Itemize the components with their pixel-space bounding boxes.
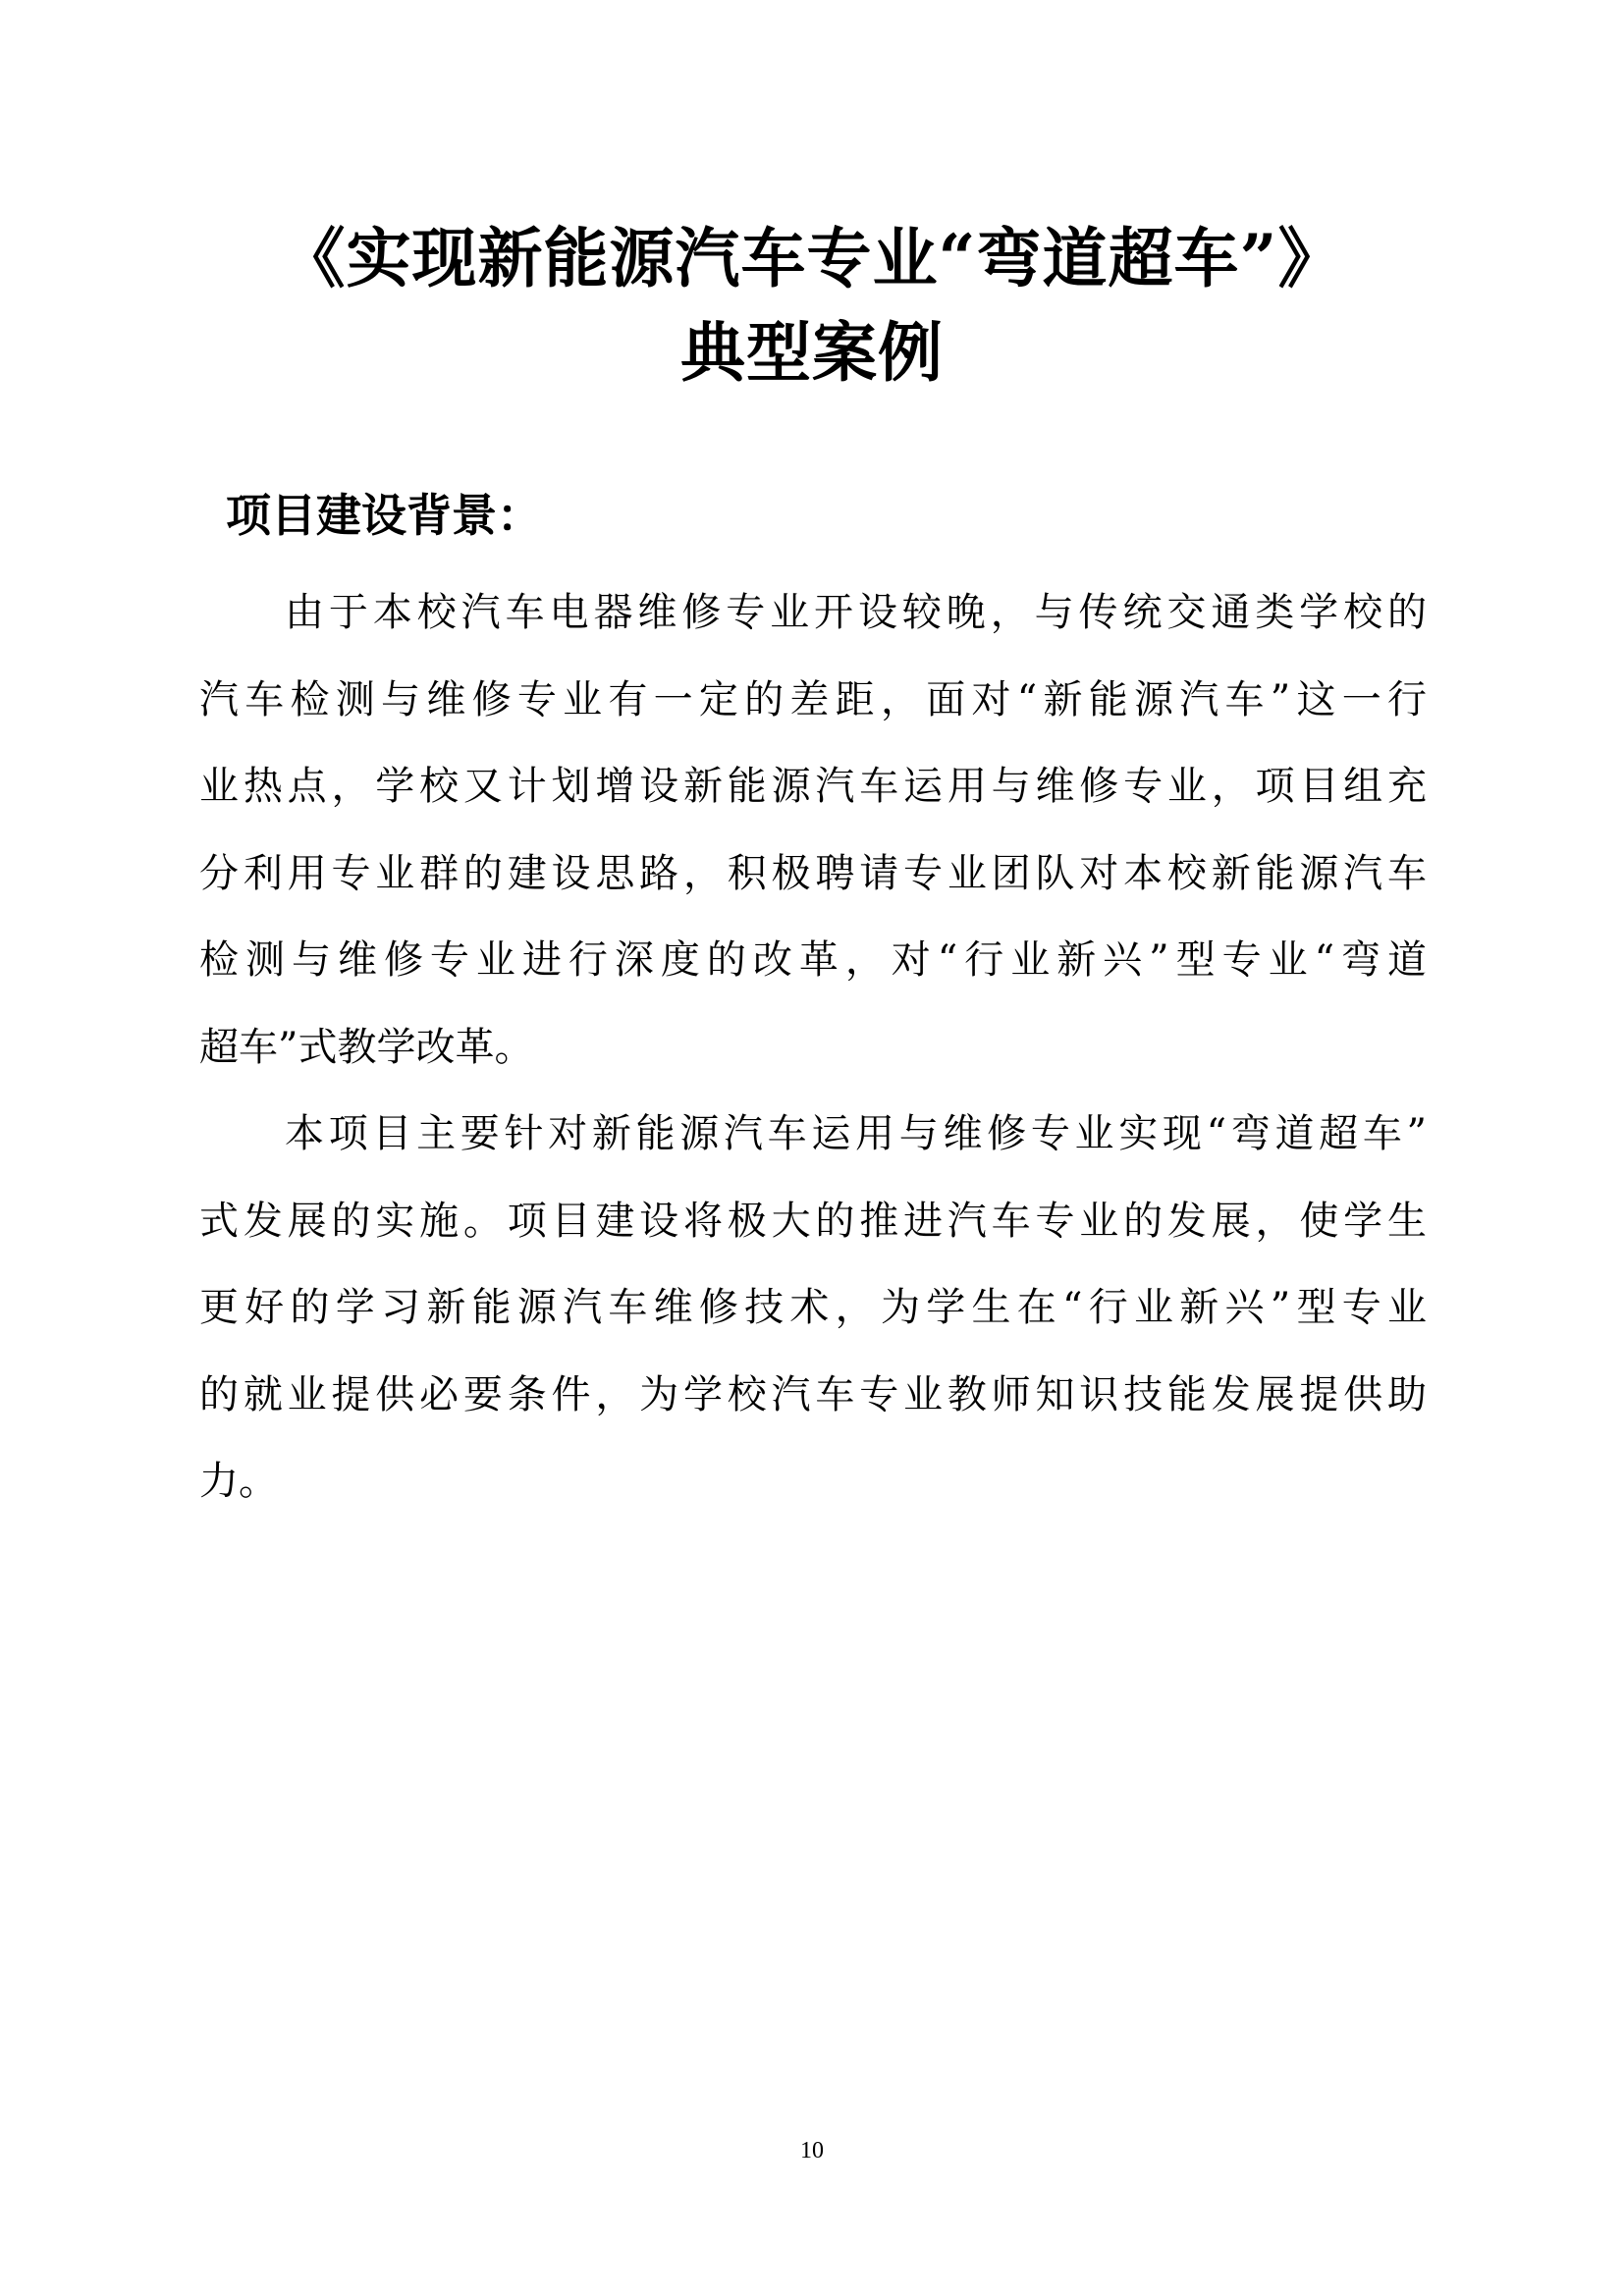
paragraph-line: 更好的学习新能源汽车维修技术，为学生在“行业新兴”型专业	[199, 1285, 1427, 1330]
paragraph-background	[199, 569, 1427, 1091]
paragraph-line: 检测与维修专业进行深度的改革，对“行业新兴”型专业“弯道	[199, 937, 1427, 983]
title-line-2: 典型案例	[680, 314, 944, 391]
paragraph-line: 式发展的实施。项目建设将极大的推进汽车专业的发展，使学生	[199, 1198, 1427, 1244]
title-line-1: 《实现新能源汽车专业“弯道超车”》	[280, 220, 1344, 296]
paragraph-line: 由于本校汽车电器维修专业开设较晚，与传统交通类学校的	[285, 590, 1427, 635]
paragraph-line: 汽车检测与维修专业有一定的差距，面对“新能源汽车”这一行	[199, 676, 1427, 722]
section-heading: 项目建设背景：	[226, 489, 542, 542]
paragraph-line: 超车”式教学改革。	[199, 1024, 534, 1070]
page-number: 10	[800, 2138, 824, 2163]
page-title	[177, 211, 1447, 400]
paragraph-project-description	[199, 1091, 1427, 1525]
paragraph-line: 分利用专业群的建设思路，积极聘请专业团队对本校新能源汽车	[199, 850, 1427, 896]
paragraph-line: 的就业提供必要条件，为学校汽车专业教师知识技能发展提供助	[199, 1371, 1427, 1417]
paragraph-line: 本项目主要针对新能源汽车运用与维修专业实现“弯道超车”	[285, 1111, 1427, 1156]
body-text	[199, 569, 1427, 1525]
paragraph-line: 业热点，学校又计划增设新能源汽车运用与维修专业，项目组充	[199, 764, 1427, 809]
paragraph-line: 力。	[199, 1459, 278, 1504]
